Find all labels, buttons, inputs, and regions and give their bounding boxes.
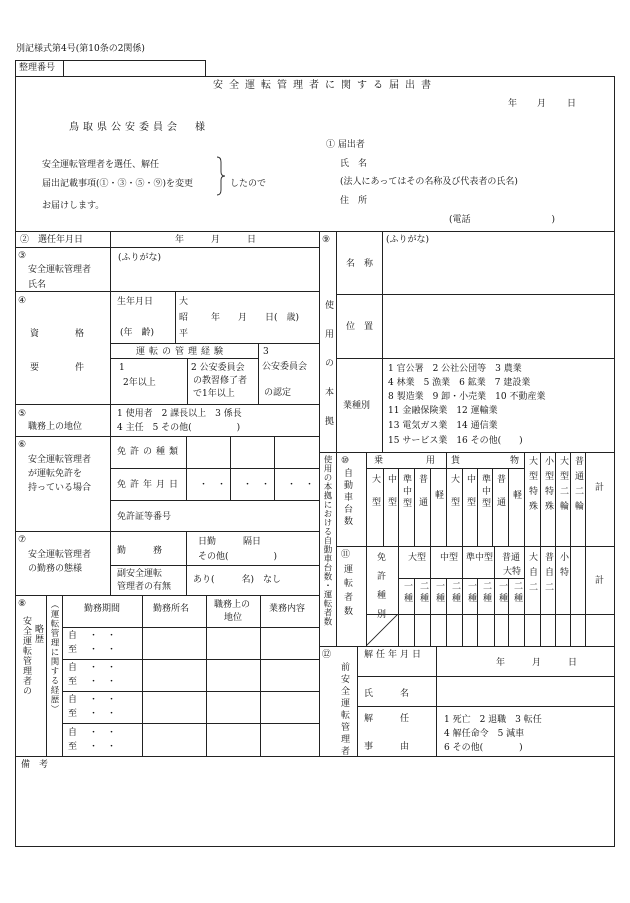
- s5-num: ⑤: [18, 409, 27, 419]
- s11-num: ⑪: [341, 550, 351, 560]
- s10-col-10: 軽: [511, 490, 521, 500]
- s12-reason-3[interactable]: 6 その他( ): [444, 743, 523, 753]
- s9-name-label: 名 称: [346, 259, 374, 269]
- s11-sub-8: 二種: [512, 581, 522, 605]
- s11-sub-1: 一種: [402, 581, 412, 605]
- s10-col-12: 小型特殊: [543, 456, 553, 516]
- s8-col-position1: 職務上の: [214, 600, 251, 610]
- s4-birth-fill[interactable]: 年 月 日( 歳): [211, 313, 300, 323]
- purpose-suffix: したので: [230, 179, 267, 189]
- s7-kinmu: 勤 務: [117, 546, 163, 556]
- s11-extra-3: 小特: [558, 552, 568, 582]
- s11-menkyo: 免許種別: [375, 552, 385, 628]
- s12-reason-label1: 解 任: [364, 714, 410, 724]
- s10-yo: 用: [426, 456, 436, 466]
- brace-icon: [214, 156, 228, 196]
- s6-label2: が運転免許を: [28, 469, 83, 479]
- s10-total: 計: [595, 483, 605, 493]
- s4-exp-header: 運転の管理経験: [136, 347, 228, 357]
- s6-date-dots-2[interactable]: ・ ・: [243, 480, 271, 490]
- s12-reason-2[interactable]: 4 解任命令 5 減車: [444, 729, 525, 739]
- s4-era-taisho: 大: [179, 297, 189, 307]
- s12-side: 前安全運転管理者: [339, 662, 349, 758]
- s7-kinmu-opt2[interactable]: その他( ): [198, 552, 278, 562]
- s11-sub-4: 二種: [450, 581, 460, 605]
- purpose-line3: お届けします。: [42, 201, 105, 211]
- s7-vice1: 副安全運転: [117, 569, 163, 579]
- s9-ind-line4[interactable]: 11 金融保険業 12 運輸業: [388, 406, 498, 416]
- s11-extra-1: 大自二: [527, 552, 537, 597]
- s11-group-1: 大型: [408, 553, 427, 563]
- s8-row4-to: 至: [68, 742, 78, 752]
- notifier-address-label: 住 所: [340, 196, 368, 206]
- s8-row3-to: 至: [68, 709, 78, 719]
- s6-date-dots-1[interactable]: ・ ・: [199, 480, 227, 490]
- s10-col-2: 中型: [386, 474, 396, 520]
- s7-label2: の勤務の態様: [28, 564, 83, 574]
- s8-side3: （運転管理に関する経歴）: [49, 600, 59, 714]
- s6-num: ⑥: [18, 440, 27, 450]
- s4-birth-label: 生年月日: [117, 297, 154, 307]
- s10-label: 自動車台数: [342, 468, 352, 528]
- s10-col-1: 大型: [370, 474, 380, 520]
- s6-label3: 持っている場合: [28, 483, 92, 493]
- s10-col-14: 普通二輪: [573, 456, 583, 516]
- s8-row3-to-dots[interactable]: ・ ・: [89, 709, 117, 719]
- s6-cert-label: 免許証等番号: [117, 512, 172, 522]
- s4-opt3-line1[interactable]: 3: [263, 347, 269, 357]
- s10-jo: 乗: [374, 456, 384, 466]
- addressee: 鳥取県公安委員会 様: [69, 122, 209, 133]
- s8-row2-from: 自: [68, 663, 78, 673]
- s12-name: 氏 名: [364, 689, 410, 699]
- s8-num: ⑧: [18, 599, 27, 609]
- s10-col-13: 大型二輪: [558, 456, 568, 516]
- s8-row4-to-dots[interactable]: ・ ・: [89, 742, 117, 752]
- s7-vice2: 管理者の有無: [117, 582, 172, 592]
- s11-sub-7: 一種: [497, 581, 507, 605]
- s8-side2: 略歴: [33, 624, 43, 644]
- s3-furigana: (ふりがな): [118, 253, 162, 263]
- s11-group-4: 普通: [502, 553, 521, 563]
- s5-label: 職務上の地位: [28, 422, 83, 432]
- s11-sub-6: 二種: [481, 581, 491, 605]
- s8-row2-from-dots[interactable]: ・ ・: [89, 663, 117, 673]
- s4-opt1-num[interactable]: 1: [119, 363, 125, 373]
- s9-industry-label: 業種別: [343, 401, 371, 411]
- s9-furigana: (ふりがな): [386, 235, 430, 245]
- s8-row1-to: 至: [68, 645, 78, 655]
- s7-vice-opts[interactable]: あり( 名) なし: [193, 575, 282, 585]
- s10-col-9: 普通: [495, 474, 505, 520]
- s4-opt2-line1[interactable]: 2 公安委員会: [191, 363, 245, 373]
- s11-extra-2: 普自二: [543, 552, 553, 597]
- date-year: 年: [508, 99, 518, 109]
- remarks-label: 備 考: [21, 760, 49, 770]
- s2-label: ② 選任年月日: [20, 235, 84, 245]
- seiri-number-label: 整理番号: [19, 63, 56, 73]
- s3-label1: 安全運転管理者: [28, 265, 92, 275]
- s11-group-2: 中型: [440, 553, 459, 563]
- s8-row1-from-dots[interactable]: ・ ・: [89, 631, 117, 641]
- s9-ind-line2[interactable]: 4 林業 5 漁業 6 鉱業 7 建設業: [388, 378, 531, 388]
- s10-side: 使用の本拠における自動車台数・運転者数: [322, 455, 332, 626]
- s11-group-5: 大特: [503, 567, 522, 577]
- s6-label1: 安全運転管理者: [28, 455, 92, 465]
- s6-date-dots-3[interactable]: ・ ・: [287, 480, 315, 490]
- s7-kinmu-opt1[interactable]: 日勤 隔日: [198, 537, 262, 547]
- s10-col-6: 大型: [449, 474, 459, 520]
- s8-row1-to-dots[interactable]: ・ ・: [89, 645, 117, 655]
- s2-date[interactable]: 年 月 日: [175, 235, 257, 245]
- s11-label: 運転者数: [342, 564, 352, 620]
- s10-col-4: 普通: [417, 474, 427, 520]
- s8-row3-from: 自: [68, 695, 78, 705]
- notifier-name-note: (法人にあってはその名称及び代表者の氏名): [340, 177, 518, 187]
- s11-group-3: 準中型: [466, 553, 494, 563]
- s4-era-showa: 昭: [179, 313, 189, 323]
- s4-era-heisei: 平: [179, 329, 189, 339]
- s12-reason-label2: 事 由: [364, 742, 410, 752]
- s9-ind-line1[interactable]: 1 官公署 2 公社公団等 3 農業: [388, 364, 522, 374]
- s10-ka: 貨: [451, 456, 461, 466]
- s9-num: ⑨: [322, 235, 331, 245]
- s12-date-fill[interactable]: 年 月 日: [496, 658, 578, 668]
- form-title: 安全運転管理者に関する届出書: [213, 80, 437, 91]
- s3-label2: 氏名: [28, 280, 47, 290]
- s7-num: ⑦: [18, 535, 27, 545]
- s8-col-office: 勤務所名: [153, 604, 190, 614]
- form-reference: 別記様式第4号(第10条の2関係): [16, 44, 145, 54]
- s4-age-label: (年 齢): [120, 328, 155, 338]
- s10-col-5: 軽: [433, 490, 443, 500]
- s5-line2[interactable]: 4 主任 5 その他( ): [117, 423, 241, 433]
- s8-row4-from: 自: [68, 728, 78, 738]
- s8-col-position2: 地位: [224, 613, 243, 623]
- s9-location-label: 位 置: [346, 322, 374, 332]
- diagonal-strike: [366, 614, 398, 646]
- s11-sub-2: 二種: [418, 581, 428, 605]
- s10-col-8: 準中型: [480, 474, 490, 510]
- s10-col-7: 中型: [465, 474, 475, 520]
- s9-ind-line3[interactable]: 8 製造業 9 卸・小売業 10 不動産業: [388, 392, 546, 402]
- s7-label1: 安全運転管理者: [28, 550, 92, 560]
- s4-yoken: 要 件: [30, 363, 85, 373]
- s12-num: ⑫: [322, 650, 332, 660]
- s8-row3-from-dots[interactable]: ・ ・: [89, 695, 117, 705]
- s8-row4-from-dots[interactable]: ・ ・: [89, 728, 117, 738]
- date-day: 日: [567, 99, 577, 109]
- s11-total: 計: [595, 576, 605, 586]
- s8-row1-from: 自: [68, 631, 78, 641]
- s4-opt1-text: 2年以上: [123, 378, 156, 388]
- s10-num: ⑩: [341, 456, 350, 466]
- notifier-phone: (電話 ): [449, 215, 556, 225]
- purpose-line1: 安全運転管理者を選任、解任: [42, 160, 160, 170]
- purpose-line2: 届出記載事項(①・③・⑤・⑨)を変更: [42, 179, 194, 189]
- s4-shikaku: 資 格: [30, 329, 85, 339]
- s8-row2-to-dots[interactable]: ・ ・: [89, 677, 117, 687]
- s8-row2-to: 至: [68, 677, 78, 687]
- date-month: 月: [537, 99, 547, 109]
- s4-opt3-line3: の認定: [264, 388, 292, 398]
- s9-ind-line5[interactable]: 13 電気ガス業 14 通信業: [388, 421, 498, 431]
- s4-opt3-line2: 公安委員会: [262, 362, 308, 372]
- s12-reason-1[interactable]: 1 死亡 2 退職 3 転任: [444, 715, 542, 725]
- s4-opt2-line3: で1年以上: [193, 389, 235, 399]
- s9-side: 使用の本拠: [323, 300, 333, 445]
- s4-num: ④: [18, 296, 27, 306]
- s8-col-work: 業務内容: [269, 604, 306, 614]
- s6-kind-label: 免許の種類: [117, 447, 183, 457]
- s10-motsu: 物: [510, 456, 520, 466]
- s11-sub-3: 一種: [434, 581, 444, 605]
- s8-side1: 安全運転管理者の: [21, 616, 31, 696]
- s9-ind-line6[interactable]: 15 サービス業 16 その他( ): [388, 436, 523, 446]
- s3-num: ③: [18, 251, 27, 261]
- s11-sub-5: 一種: [466, 581, 476, 605]
- s5-line1[interactable]: 1 使用者 2 課長以上 3 係長: [117, 409, 242, 419]
- s4-opt2-line2: の教習修了者: [193, 376, 248, 386]
- s10-col-11: 大型特殊: [527, 456, 537, 516]
- notifier-label: ① 届出者: [326, 140, 365, 150]
- s8-col-period: 勤務期間: [84, 604, 121, 614]
- s10-col-3: 準中型: [401, 474, 411, 510]
- s6-date-label: 免許年月日: [117, 480, 183, 490]
- s12-dismiss-date: 解任年月日: [364, 650, 425, 660]
- notifier-name-label: 氏 名: [340, 159, 368, 169]
